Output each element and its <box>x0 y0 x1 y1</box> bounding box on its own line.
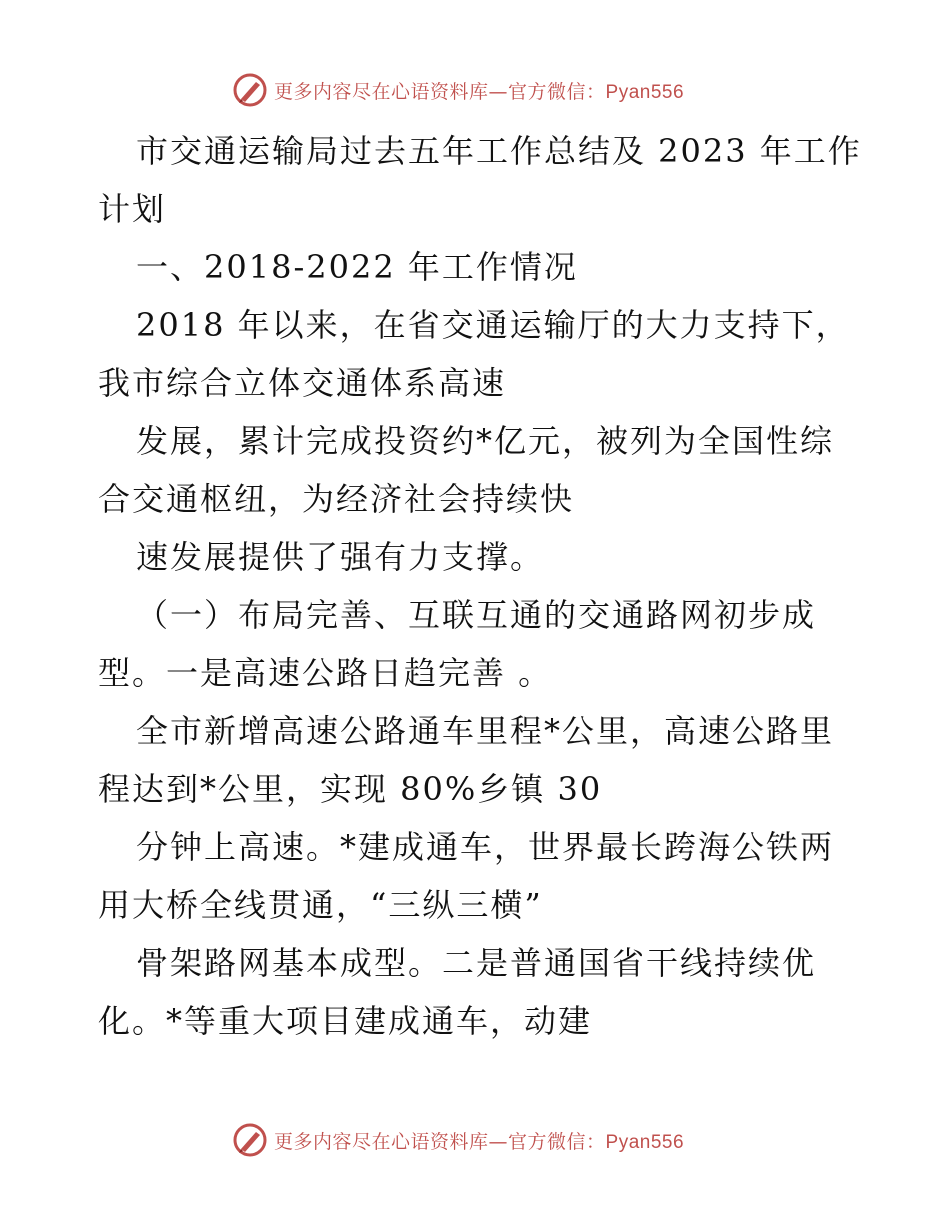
text-line: 化。*等重大项目建成通车，动建 <box>98 1002 593 1040</box>
text-line: 我市综合立体交通体系高速 <box>98 364 507 402</box>
pen-logo-icon <box>232 1122 268 1158</box>
text-line: 全市新增高速公路通车里程*公里，高速公路里 <box>136 712 835 750</box>
text-line: 合交通枢纽，为经济社会持续快 <box>98 480 575 518</box>
text-line: 用大桥全线贯通，“三纵三横” <box>98 886 543 924</box>
text-line: 程达到*公里，实现 80%乡镇 30 <box>98 770 603 808</box>
header-watermark <box>232 70 684 110</box>
text-line: 型。一是高速公路日趋完善 。 <box>98 654 553 692</box>
text-line: （一）布局完善、互联互通的交通路网初步成 <box>136 596 817 634</box>
watermark-brand: 更多内容尽在心语资料库 <box>274 80 489 103</box>
text-line: 一、2018-2022 年工作情况 <box>136 248 578 286</box>
text-line: 2018 年以来，在省交通运输厅的大力支持下， <box>136 306 850 344</box>
watermark-wechat-label: 官方微信： <box>508 1130 606 1153</box>
text-line: 速发展提供了强有力支撑。 <box>136 538 545 576</box>
text-line: 骨架路网基本成型。二是普通国省干线持续优 <box>136 944 817 982</box>
watermark-wechat-label: 官方微信： <box>508 80 606 103</box>
watermark-text <box>274 77 684 104</box>
watermark-brand: 更多内容尽在心语资料库 <box>274 1130 489 1153</box>
text-line: 市交通运输局过去五年工作总结及 2023 年工作 <box>136 132 862 170</box>
text-line: 发展，累计完成投资约*亿元，被列为全国性综 <box>136 422 835 460</box>
pen-logo-icon <box>232 72 268 108</box>
watermark-dash: — <box>488 1130 509 1153</box>
text-line: 分钟上高速。*建成通车，世界最长跨海公铁两 <box>136 828 835 866</box>
watermark-dash: — <box>488 80 509 103</box>
watermark-wechat-id: Pyan556 <box>605 1131 685 1153</box>
footer-watermark <box>232 1120 684 1160</box>
document-body <box>98 122 862 1050</box>
watermark-wechat-id: Pyan556 <box>605 81 685 103</box>
text-line: 计划 <box>98 190 167 228</box>
watermark-text <box>274 1127 684 1154</box>
